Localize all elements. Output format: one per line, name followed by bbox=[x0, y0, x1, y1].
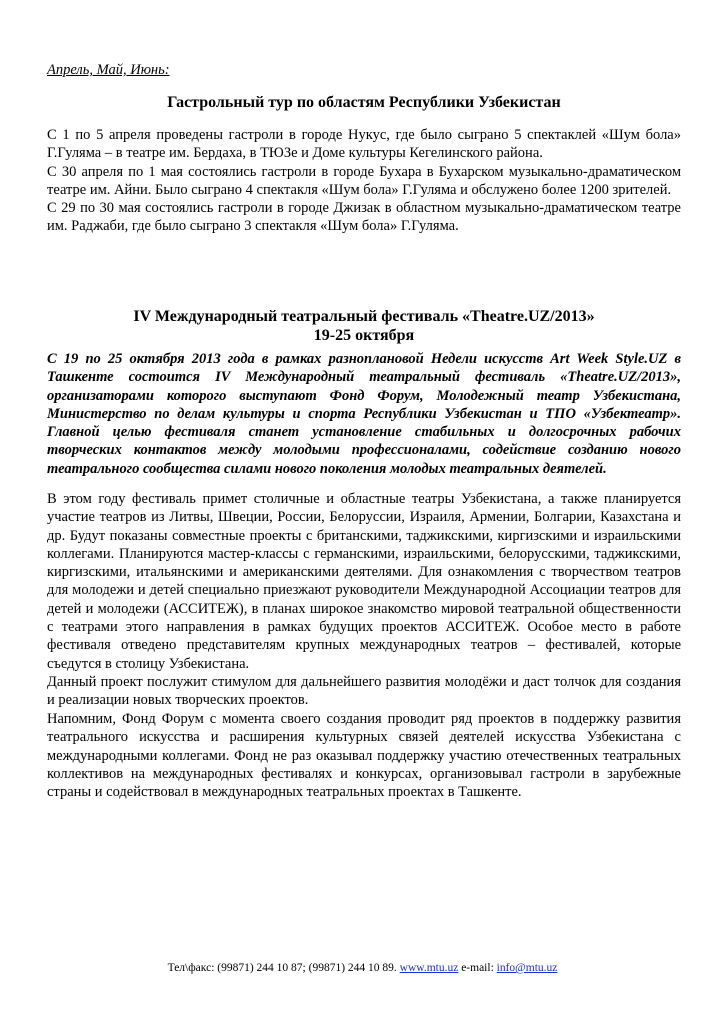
tour-paragraph-bukhara: С 30 апреля по 1 мая состоялись гастроли в городе Бухара в Бухарском музыкально-драматическом театре им. Айни. Было сыграно 4 спектакля «Шум бола» Г.Гуляма и обслужено более 1200 зрителей. bbox=[47, 163, 681, 198]
festival-body bbox=[47, 490, 681, 710]
footer-email-link[interactable]: info@mtu.uz bbox=[496, 962, 558, 974]
tour-paragraph-jizzakh: С 29 по 30 мая состоялись гастроли в городе Джизак в областном музыкально-драматическом театре им. Раджаби, где было сыграно 3 спектакля «Шум бола» Г.Гуляма. bbox=[47, 200, 681, 235]
festival-heading bbox=[47, 308, 681, 345]
page-footer bbox=[0, 962, 725, 974]
festival-dates: 19-25 октября bbox=[313, 326, 415, 344]
footer-website-link[interactable]: www.mtu.uz bbox=[399, 962, 459, 974]
festival-intro: С 19 по 25 октября 2013 года в рамках разноплановой Недели искусств Art Week Style.UZ в Ташкенте состоится IV Международный театральный фестиваль «Theatre.UZ/2013», организаторами которого выступают Фонд Форум, Молодежный театр Узбекистана, Министерство по делам культуры и спорта Республики Узбекистан и ТПО «Узбектеатр». Главной целью фестиваля станет установление стабильных и долгосрочных рабочих творческих контактов между молодыми профессионалами, содействие созданию нового театрального сообщества силами нового поколения молодых театральных деятелей. bbox=[47, 351, 681, 477]
section-label: Апрель, Май, Июнь: bbox=[47, 62, 170, 78]
footer-phone: Тел\факс: (99871) 244 10 87; (99871) 244 10 89. bbox=[167, 962, 397, 974]
festival-paragraph-stimulus: Данный проект послужит стимулом для дальнейшего развития молодёжи и даст толчок для создания и реализации новых творческих проектов. bbox=[47, 673, 681, 709]
footer-email-label: e-mail: bbox=[461, 962, 494, 974]
tour-heading: Гастрольный тур по областям Республики Узбекистан bbox=[167, 94, 561, 111]
tour-paragraph-nukus: С 1 по 5 апреля проведены гастроли в городе Нукус, где было сыграно 5 спектаклей «Шум бола» Г.Гуляма – в театре им. Бердаха, в ТЮЗе и Доме культуры Кегелинского района. bbox=[47, 127, 681, 162]
festival-title: IV Международный театральный фестиваль «Theatre.UZ/2013» bbox=[133, 308, 595, 325]
tour-text bbox=[47, 126, 681, 236]
festival-paragraph-participants: В этом году фестиваль примет столичные и областные театры Узбекистана, а также планируется участие театров из Литвы, Швеции, России, Белоруссии, Израиля, Армении, Болгарии, Казахстана и др. Будут показаны совместные проекты с британскими, таджикскими, киргизскими и израильскими коллегами. Планируются мастер-классы с германскими, израильскими, белорусскими, таджикскими, киргизскими, итальянскими и американскими деятелями. Для ознакомления с творчеством театров для молодежи и детей специально приезжают руководители Международной Ассоциации театров для детей и молодежи (АССИТЕЖ), в планах широкое знакомство мировой театральной общественности с театрами этого направления в рамках будущих проектов АССИТЕЖ. Особое место в работе фестиваля отведено представителям крупных международных театров – фестивалей, которые съедутся в столицу Узбекистана. bbox=[47, 491, 681, 672]
festival-closing: Напомним, Фонд Форум с момента своего создания проводит ряд проектов в поддержку развития театрального искусства и расширения культурных связей деятелей искусства Узбекистана с международными коллегами. Фонд не раз оказывал поддержку участию отечественных театральных коллективов на международных фестивалях и конкурсах, организовывал гастроли в зарубежные страны и содействовал в международных театральных проектах в Ташкенте. bbox=[47, 711, 681, 801]
